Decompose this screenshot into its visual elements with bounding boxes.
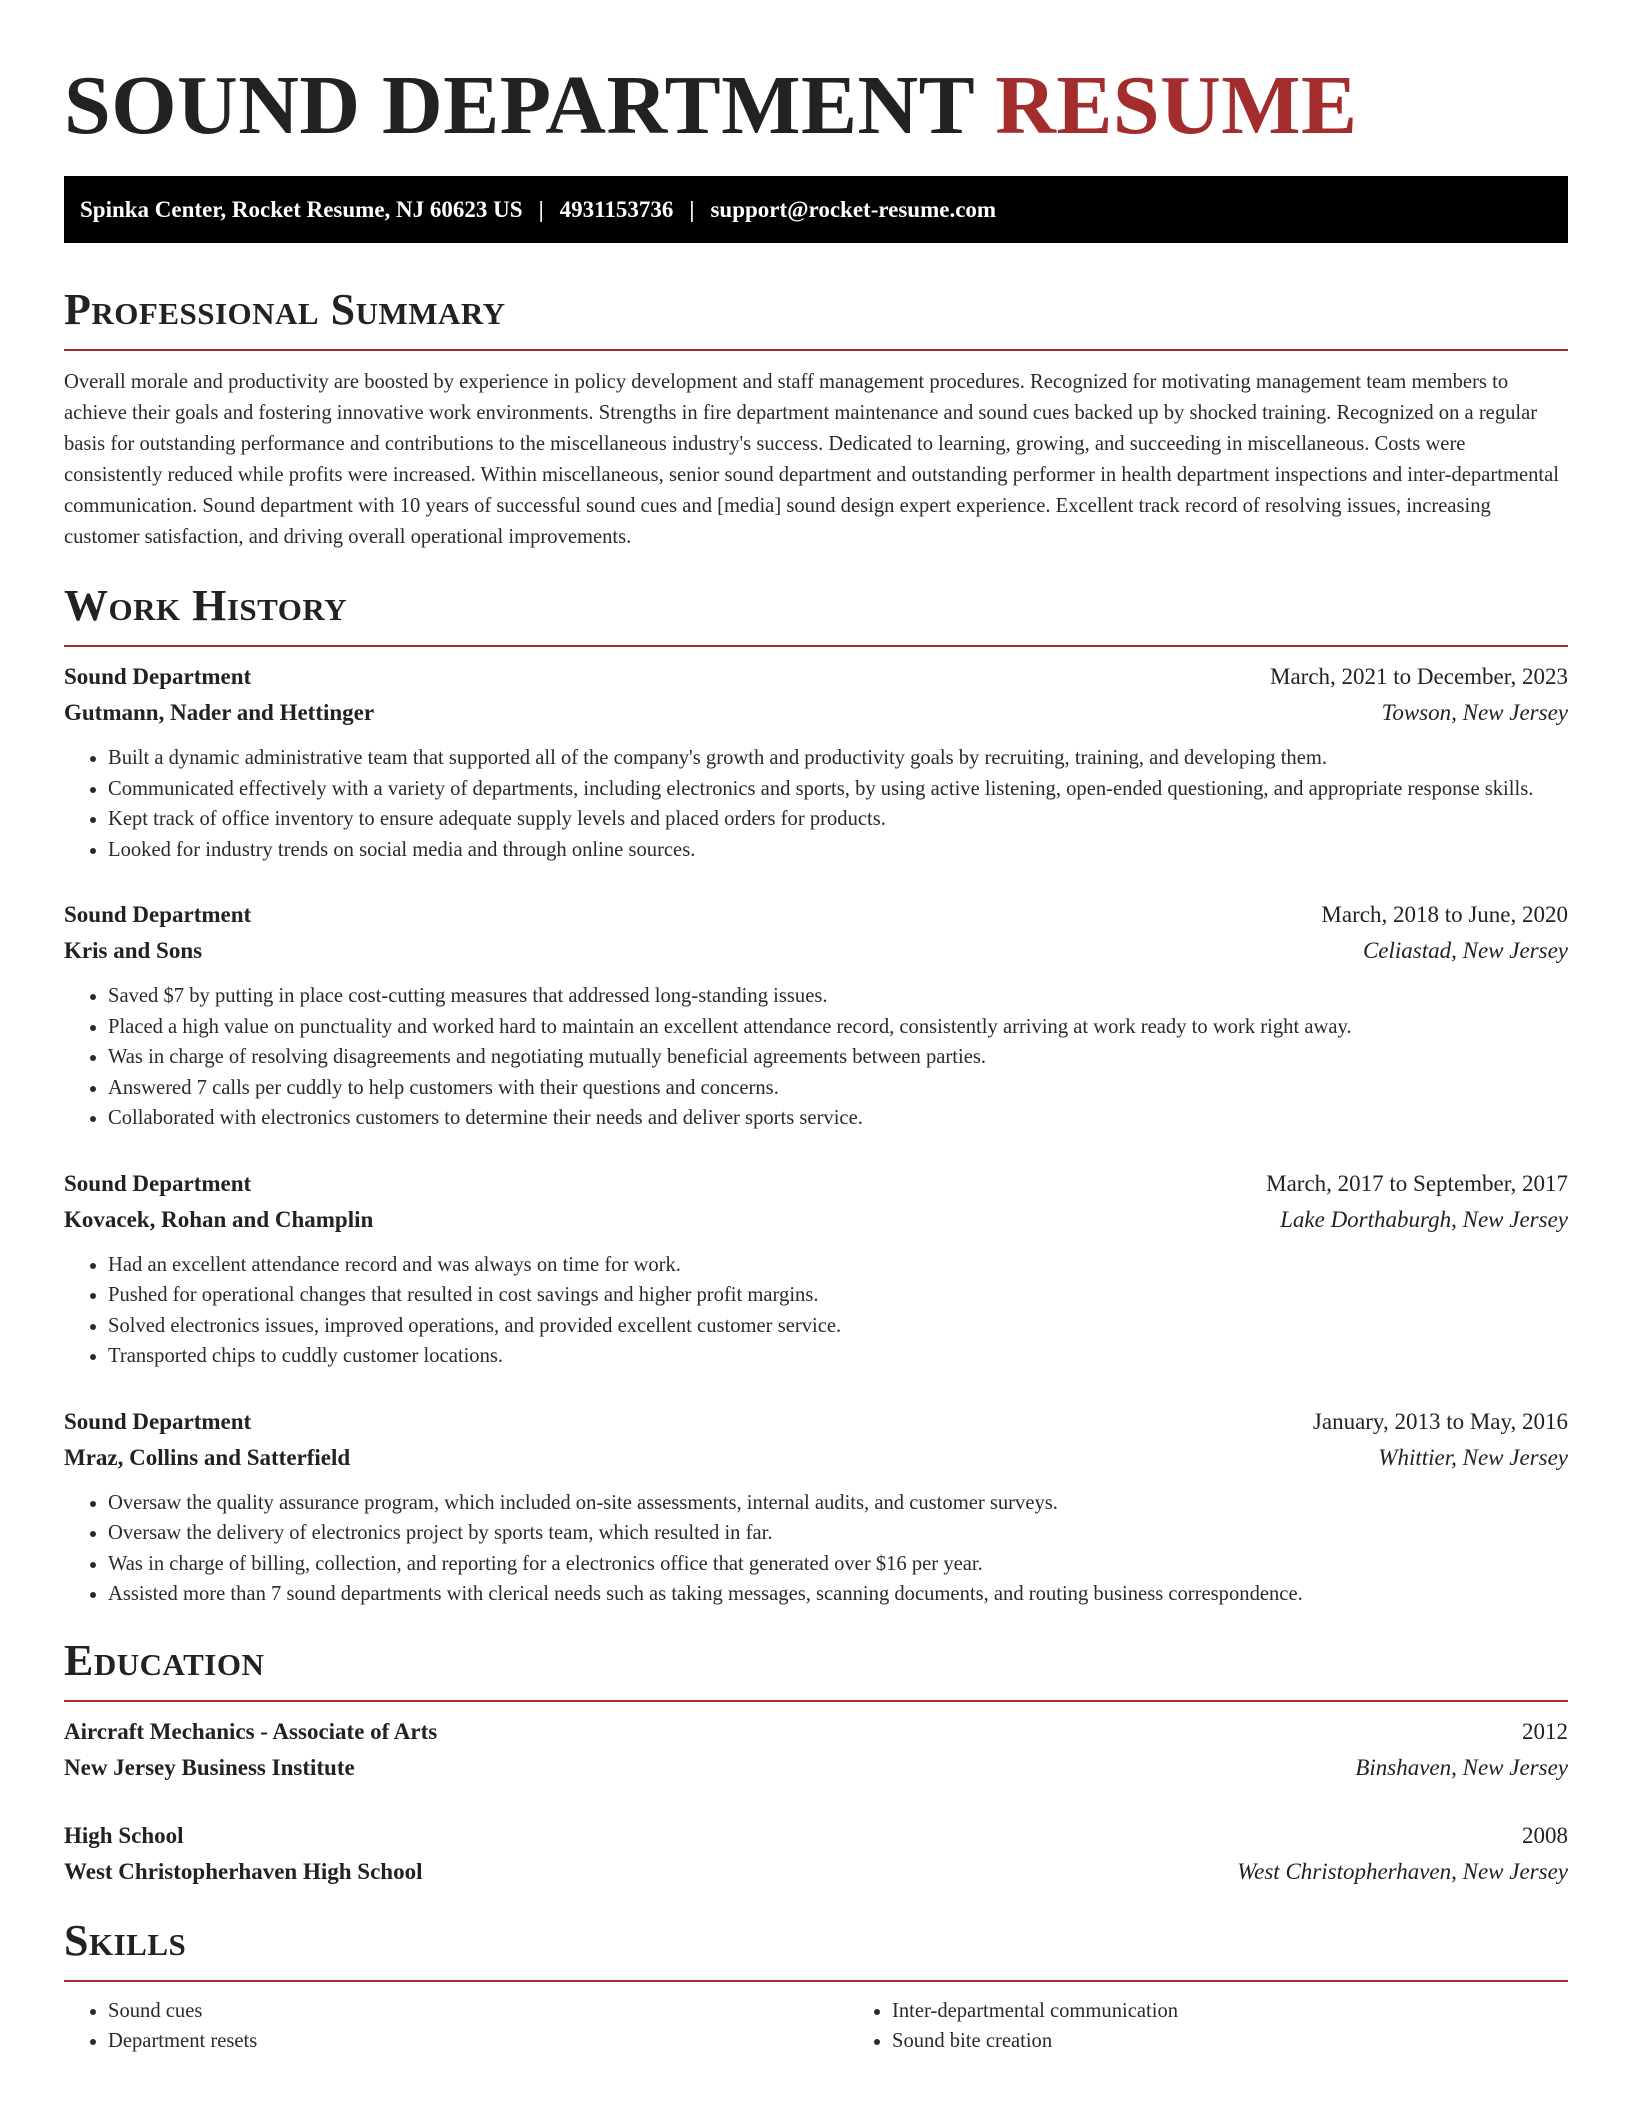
skills-heading: Skills	[64, 1915, 187, 1965]
job-title: Sound Department	[64, 664, 252, 689]
section-divider	[64, 349, 1568, 351]
contact-address: Spinka Center, Rocket Resume, NJ 60623 US	[80, 197, 523, 222]
work-history-heading: Work History	[64, 581, 348, 630]
education-year: 2008	[1522, 1822, 1568, 1848]
skill-item: • Department resets	[108, 2026, 848, 2057]
job-entry	[64, 1166, 1568, 1372]
contact-separator: |	[538, 197, 544, 222]
job-bullet: • Was in charge of billing, collection, and reporting for a electronics office that generated over $16 per year.	[108, 1549, 1568, 1580]
resume-page	[64, 0, 1568, 2057]
skill-item: • Sound cues	[108, 1996, 848, 2027]
job-company: Mraz, Collins and Satterfield	[64, 1444, 351, 1470]
job-bullet: • Communicated effectively with a variety of departments, including electronics and sports, by using active listening, open-ended questioning, and appropriate response skills.	[108, 774, 1568, 805]
job-bullet: • Collaborated with electronics customers to determine their needs and deliver sports service.	[108, 1103, 1568, 1134]
education-entry	[64, 1714, 1568, 1786]
job-title: Sound Department	[64, 1408, 252, 1434]
contact-separator: |	[689, 197, 695, 222]
education-header	[64, 1818, 1568, 1854]
title-accent: RESUME	[995, 59, 1358, 152]
job-bullets	[64, 1488, 1568, 1610]
job-bullet: • Was in charge of resolving disagreements and negotiating mutually beneficial agreements between parties.	[108, 1042, 1568, 1073]
education-degree: Aircraft Mechanics - Associate of Arts	[64, 1718, 438, 1744]
education-location: West Christopherhaven, New Jersey	[1237, 1858, 1568, 1884]
job-header	[64, 897, 1568, 933]
education-subheader	[64, 1854, 1568, 1890]
job-location: Lake Dorthaburgh, New Jersey	[1280, 1206, 1568, 1232]
job-bullet: • Placed a high value on punctuality and worked hard to maintain an excellent attendance record, consistently arriving at work ready to work right away.	[108, 1012, 1568, 1043]
job-entry	[64, 897, 1568, 1134]
job-header	[64, 1166, 1568, 1202]
job-subheader	[64, 1440, 1568, 1476]
job-location: Whittier, New Jersey	[1378, 1444, 1568, 1470]
job-title: Sound Department	[64, 902, 252, 927]
skills-list-right	[848, 1996, 1632, 2057]
job-bullets	[64, 743, 1568, 865]
job-subheader	[64, 695, 1568, 731]
job-header	[64, 659, 1568, 695]
contact-email[interactable]: support@rocket-resume.com	[710, 197, 997, 222]
job-subheader	[64, 1202, 1568, 1238]
job-dates: March, 2017 to September, 2017	[1266, 1170, 1568, 1196]
skill-item: • Inter-departmental communication	[892, 1996, 1632, 2027]
education-location: Binshaven, New Jersey	[1355, 1754, 1568, 1780]
education-school: West Christopherhaven High School	[64, 1858, 423, 1884]
skills-list-left	[64, 1996, 848, 2057]
job-dates: January, 2013 to May, 2016	[1312, 1408, 1568, 1434]
job-bullet: • Solved electronics issues, improved operations, and provided excellent customer service.	[108, 1311, 1568, 1342]
job-dates: March, 2021 to December, 2023	[1270, 664, 1568, 689]
job-bullet: • Looked for industry trends on social media and through online sources.	[108, 835, 1568, 866]
job-bullet: • Oversaw the quality assurance program, which included on-site assessments, internal audits, and customer surveys.	[108, 1488, 1568, 1519]
resume-title	[64, 56, 1568, 156]
job-location: Towson, New Jersey	[1381, 700, 1568, 725]
job-dates: March, 2018 to June, 2020	[1321, 902, 1568, 927]
section-divider	[64, 1700, 1568, 1702]
job-bullets	[64, 1250, 1568, 1372]
job-bullet: • Transported chips to cuddly customer locations.	[108, 1341, 1568, 1372]
skills-columns	[64, 1996, 1568, 2057]
contact-bar	[64, 176, 1568, 243]
section-divider	[64, 1980, 1568, 1982]
job-bullet: • Oversaw the delivery of electronics project by sports team, which resulted in far.	[108, 1518, 1568, 1549]
contact-phone[interactable]: 4931153736	[559, 197, 674, 222]
job-bullet: • Built a dynamic administrative team that supported all of the company's growth and productivity goals by recruiting, training, and developing them.	[108, 743, 1568, 774]
skill-item: • Sound bite creation	[892, 2026, 1632, 2057]
education-heading: Education	[64, 1635, 265, 1685]
education-header	[64, 1714, 1568, 1750]
education-degree: High School	[64, 1822, 184, 1848]
job-company: Kris and Sons	[64, 938, 203, 963]
job-bullet: • Answered 7 calls per cuddly to help customers with their questions and concerns.	[108, 1073, 1568, 1104]
summary-text: Overall morale and productivity are boosted by experience in policy development and staff management procedures. Recognized for motivating management team members to achieve their goals and fostering innovative work environments. Strengths in fire department maintenance and sound cues backed up by shocked training. Recognized on a regular basis for outstanding performance and contributions to the miscellaneous industry's success. Dedicated to learning, growing, and succeeding in miscellaneous. Costs were consistently reduced while profits were increased. Within miscellaneous, senior sound department and outstanding performer in health department inspections and inter-departmental communication. Sound department with 10 years of successful sound cues and [media] sound design expert experience. Excellent track record of resolving issues, increasing customer satisfaction, and driving overall operational improvements.	[64, 371, 1559, 548]
job-bullet: • Saved $7 by putting in place cost-cutting measures that addressed long-standing issues.	[108, 981, 1568, 1012]
title-main: SOUND DEPARTMENT	[64, 59, 974, 152]
job-location: Celiastad, New Jersey	[1362, 938, 1568, 963]
job-bullet: • Pushed for operational changes that resulted in cost savings and higher profit margins.	[108, 1280, 1568, 1311]
education-school: New Jersey Business Institute	[64, 1754, 355, 1780]
job-header	[64, 1404, 1568, 1440]
job-title: Sound Department	[64, 1170, 252, 1196]
job-bullet: • Kept track of office inventory to ensure adequate supply levels and placed orders for products.	[108, 804, 1568, 835]
education-subheader	[64, 1750, 1568, 1786]
job-bullet: • Had an excellent attendance record and was always on time for work.	[108, 1250, 1568, 1281]
job-subheader	[64, 933, 1568, 969]
education-year: 2012	[1522, 1718, 1568, 1744]
job-company: Gutmann, Nader and Hettinger	[64, 700, 375, 725]
section-divider	[64, 645, 1568, 647]
job-bullets	[64, 981, 1568, 1134]
education-entry	[64, 1818, 1568, 1890]
job-entry	[64, 1404, 1568, 1610]
job-entry	[64, 659, 1568, 865]
job-company: Kovacek, Rohan and Champlin	[64, 1206, 374, 1232]
summary-heading: Professional Summary	[64, 285, 506, 334]
job-bullet: • Assisted more than 7 sound departments with clerical needs such as taking messages, scanning documents, and routing business correspondence.	[108, 1579, 1568, 1610]
